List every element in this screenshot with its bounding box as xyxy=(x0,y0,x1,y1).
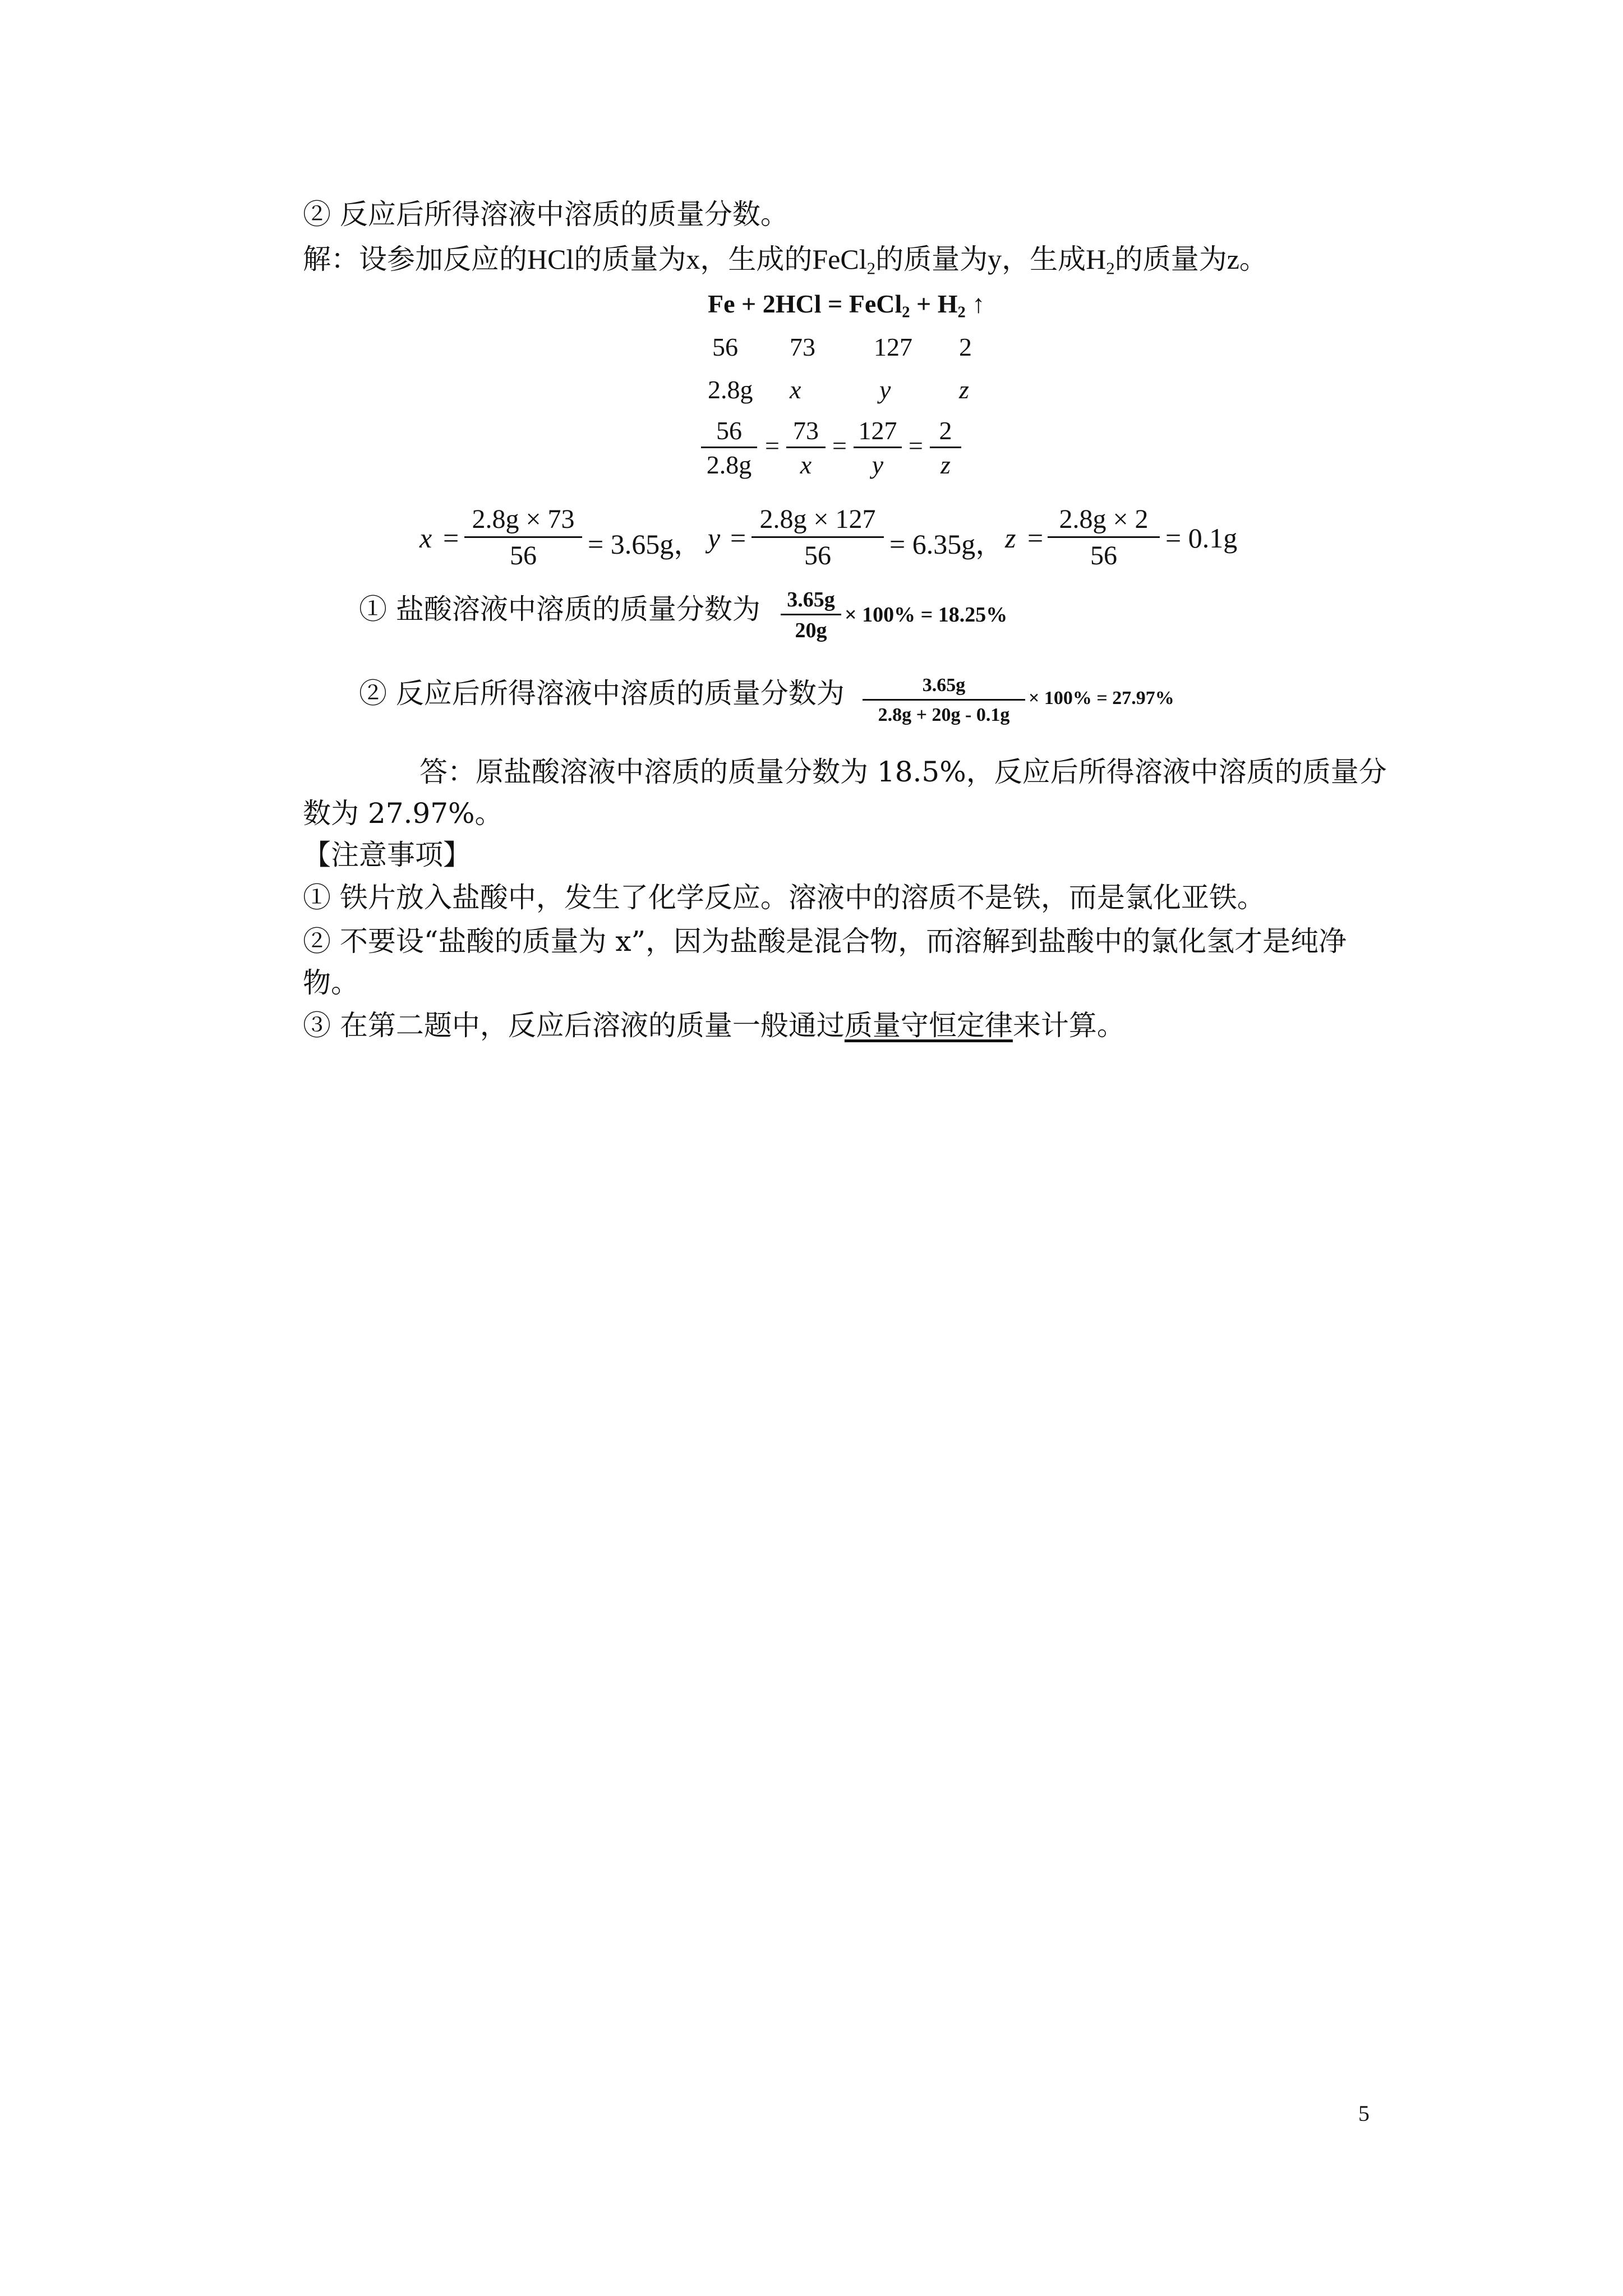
question-2-heading: ② 反应后所得溶液中溶质的质量分数。 xyxy=(303,198,789,231)
answer-2-text: ② 反应后所得溶液中溶质的质量分数为 xyxy=(359,677,845,710)
ratio-4-num: 2 xyxy=(930,416,961,448)
note-1: ① 铁片放入盐酸中，发生了化学反应。溶液中的溶质不是铁，而是氯化亚铁。 xyxy=(303,881,1265,914)
result-x-num: 2.8g × 73 xyxy=(464,504,582,538)
var-x: x xyxy=(686,243,700,275)
equation-right: + H xyxy=(910,289,958,318)
result-x-fraction xyxy=(464,504,582,572)
fecl-subscript: 2 xyxy=(866,258,876,278)
answer-1-tail: × 100% = 18.25% xyxy=(845,603,1008,627)
result-z-eq: = xyxy=(1027,522,1044,554)
ratio-2-num: 73 xyxy=(786,416,826,448)
result-y-var: y xyxy=(708,522,721,554)
ratio-fraction-3 xyxy=(854,416,902,480)
solution-intro-end: 。 xyxy=(1239,243,1267,275)
result-z-fraction xyxy=(1048,504,1160,572)
result-z-num: 2.8g × 2 xyxy=(1048,504,1160,538)
solution-intro-text-e: ，生成 xyxy=(1002,243,1086,275)
hcl-symbol: HCl xyxy=(527,243,574,275)
result-x-eq: = xyxy=(443,522,459,554)
result-y-num: 2.8g × 127 xyxy=(751,504,884,538)
answer-2-fraction xyxy=(863,673,1025,728)
ratio-eq-2: = xyxy=(832,431,847,460)
answer-1-text: ① 盐酸溶液中溶质的质量分数为 xyxy=(359,593,760,625)
note-3-pre: ③ 在第二题中，反应后溶液的质量一般通过 xyxy=(303,1009,845,1042)
mass-z: z xyxy=(959,375,969,404)
ratio-fraction-1 xyxy=(701,416,757,480)
fecl-symbol: FeCl xyxy=(812,243,867,275)
conclusion-line-1: 答：原盐酸溶液中溶质的质量分数为 18.5%，反应后所得溶液中溶质的质量分 xyxy=(419,756,1387,788)
result-z-var: z xyxy=(1005,522,1016,554)
gas-arrow: ↑ xyxy=(965,289,985,318)
note-3-underlined: 质量守恒定律 xyxy=(844,1009,1013,1042)
ratio-3-num: 127 xyxy=(854,416,902,448)
equation-left: Fe + 2HCl = FeCl xyxy=(708,289,902,318)
conclusion-line-2: 数为 27.97%。 xyxy=(303,797,503,830)
result-z-den: 56 xyxy=(1090,541,1117,570)
chemical-equation xyxy=(708,288,985,329)
mass-x: x xyxy=(790,375,801,404)
answer-2-den: 2.8g + 20g - 0.1g xyxy=(878,705,1010,725)
result-x-var: x xyxy=(419,522,432,554)
ratio-2-den: x xyxy=(800,450,812,479)
ratio-1-num: 56 xyxy=(701,416,757,448)
solution-intro-text-f: 的质量为 xyxy=(1114,243,1227,275)
equation-right-sub: 2 xyxy=(957,303,966,321)
h-symbol: H xyxy=(1086,243,1106,275)
ratio-fraction-2 xyxy=(786,416,826,480)
result-y-fraction xyxy=(751,504,884,572)
answer-2-tail: × 100% = 27.97% xyxy=(1029,688,1174,708)
ratio-eq-3: = xyxy=(909,431,923,460)
answer-1-den: 20g xyxy=(795,619,827,642)
h-subscript: 2 xyxy=(1106,258,1115,278)
ratio-1-den: 2.8g xyxy=(706,450,752,479)
answer-2-num: 3.65g xyxy=(863,673,1025,701)
molar-h2: 2 xyxy=(959,333,972,361)
result-y-eq: = xyxy=(730,522,746,554)
var-y: y xyxy=(988,243,1002,275)
result-y-den: 56 xyxy=(804,541,831,570)
molar-hcl: 73 xyxy=(790,333,815,361)
result-z-value: = 0.1g xyxy=(1165,522,1238,554)
result-x-den: 56 xyxy=(510,541,537,570)
ratio-3-den: y xyxy=(872,450,884,479)
ratio-4-den: z xyxy=(940,450,951,479)
result-x-value: = 3.65g， xyxy=(588,528,702,560)
answer-1-num: 3.65g xyxy=(781,587,841,615)
note-2-line-1: ② 不要设“盐酸的质量为 x”，因为盐酸是混合物，而溶解到盐酸中的氯化氢才是纯净 xyxy=(303,925,1347,958)
mass-fe: 2.8g xyxy=(708,375,753,404)
solution-intro-text-a: 解：设参加反应的 xyxy=(303,243,527,275)
answer-1-fraction xyxy=(781,587,841,643)
molar-fe: 56 xyxy=(712,333,738,361)
solution-intro xyxy=(303,242,1267,285)
note-2-line-2: 物。 xyxy=(303,967,359,999)
solution-intro-text-c: ，生成的 xyxy=(700,243,813,275)
var-z: z xyxy=(1227,243,1239,275)
ratio-fraction-4 xyxy=(930,416,961,480)
mass-y: y xyxy=(879,375,891,404)
ratio-eq-1: = xyxy=(765,431,780,460)
solution-intro-text-b: 的质量为 xyxy=(574,243,686,275)
solution-intro-text-d: 的质量为 xyxy=(875,243,988,275)
page-number: 5 xyxy=(1358,2101,1370,2126)
note-3-post: 来计算。 xyxy=(1012,1009,1125,1042)
molar-fecl2: 127 xyxy=(874,333,912,361)
notes-title: 【注意事项】 xyxy=(303,839,471,871)
note-3 xyxy=(303,1009,1125,1042)
result-y-value: = 6.35g， xyxy=(889,528,1004,560)
equation-left-sub: 2 xyxy=(902,303,910,321)
